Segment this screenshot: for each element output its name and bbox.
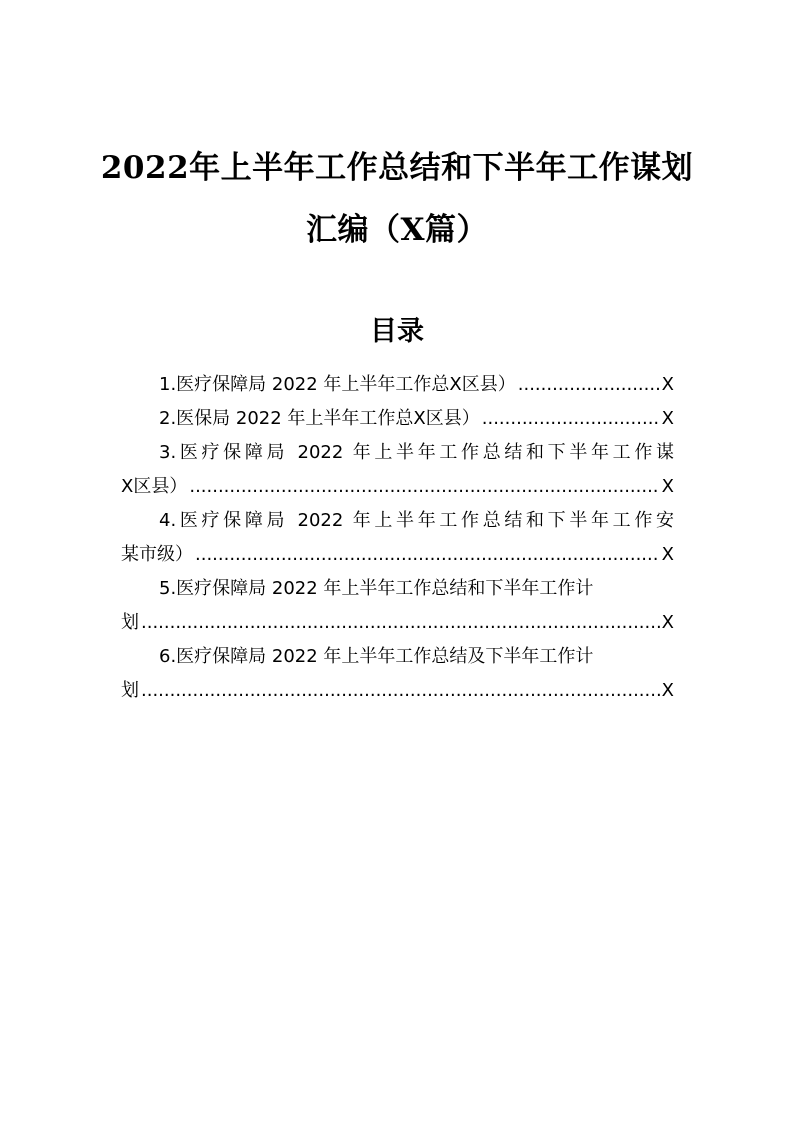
toc-leader-dots	[189, 470, 659, 504]
toc-entry-1[interactable]	[121, 368, 674, 402]
toc-page-number: X	[661, 374, 674, 395]
toc-heading: 目录	[370, 316, 424, 347]
toc-leader-dots	[141, 674, 660, 708]
toc-entry-title: 2.医保局 2022 年上半年工作总X区县）	[159, 408, 480, 429]
toc-page-number: X	[661, 544, 674, 565]
toc-leader-dots	[482, 402, 660, 436]
toc-entry-4-continuation[interactable]	[121, 538, 674, 572]
document-title-line-2: 汇编（X篇）	[305, 212, 489, 248]
toc-entry-4[interactable]	[121, 504, 674, 538]
toc-entry-6-continuation[interactable]	[121, 674, 674, 708]
toc-leader-dots	[518, 368, 660, 402]
toc-entry-6[interactable]	[121, 640, 674, 674]
toc-entry-title: 3.医疗保障局 2022 年上半年工作总结和下半年工作谋	[159, 442, 674, 463]
toc-entry-title-continued: 划	[121, 680, 139, 701]
toc-page-number: X	[661, 612, 674, 633]
toc-entry-title: 5.医疗保障局 2022 年上半年工作总结和下半年工作计	[159, 578, 594, 599]
toc-page-number: X	[661, 680, 674, 701]
toc-entry-title: 1.医疗保障局 2022 年上半年工作总X区县）	[159, 374, 516, 395]
toc-entry-3[interactable]	[121, 436, 674, 470]
toc-entry-title-continued: 某市级）	[121, 544, 193, 565]
toc-entry-3-continuation[interactable]	[121, 470, 674, 504]
toc-page-number: X	[661, 476, 674, 497]
document-title-line-1: 2022年上半年工作总结和下半年工作谋划	[100, 150, 694, 186]
toc-entry-title-continued: X区县）	[121, 476, 188, 497]
toc-entry-title: 4.医疗保障局 2022 年上半年工作总结和下半年工作安	[159, 510, 674, 531]
toc-entry-title-continued: 划	[121, 612, 139, 633]
toc-entry-2[interactable]	[121, 402, 674, 436]
toc-entry-title: 6.医疗保障局 2022 年上半年工作总结及下半年工作计	[159, 646, 594, 667]
toc-leader-dots	[141, 606, 660, 640]
toc-page-number: X	[661, 408, 674, 429]
toc-leader-dots	[195, 538, 660, 572]
toc-entry-5-continuation[interactable]	[121, 606, 674, 640]
table-of-contents	[121, 368, 674, 708]
toc-entry-5[interactable]	[121, 572, 674, 606]
